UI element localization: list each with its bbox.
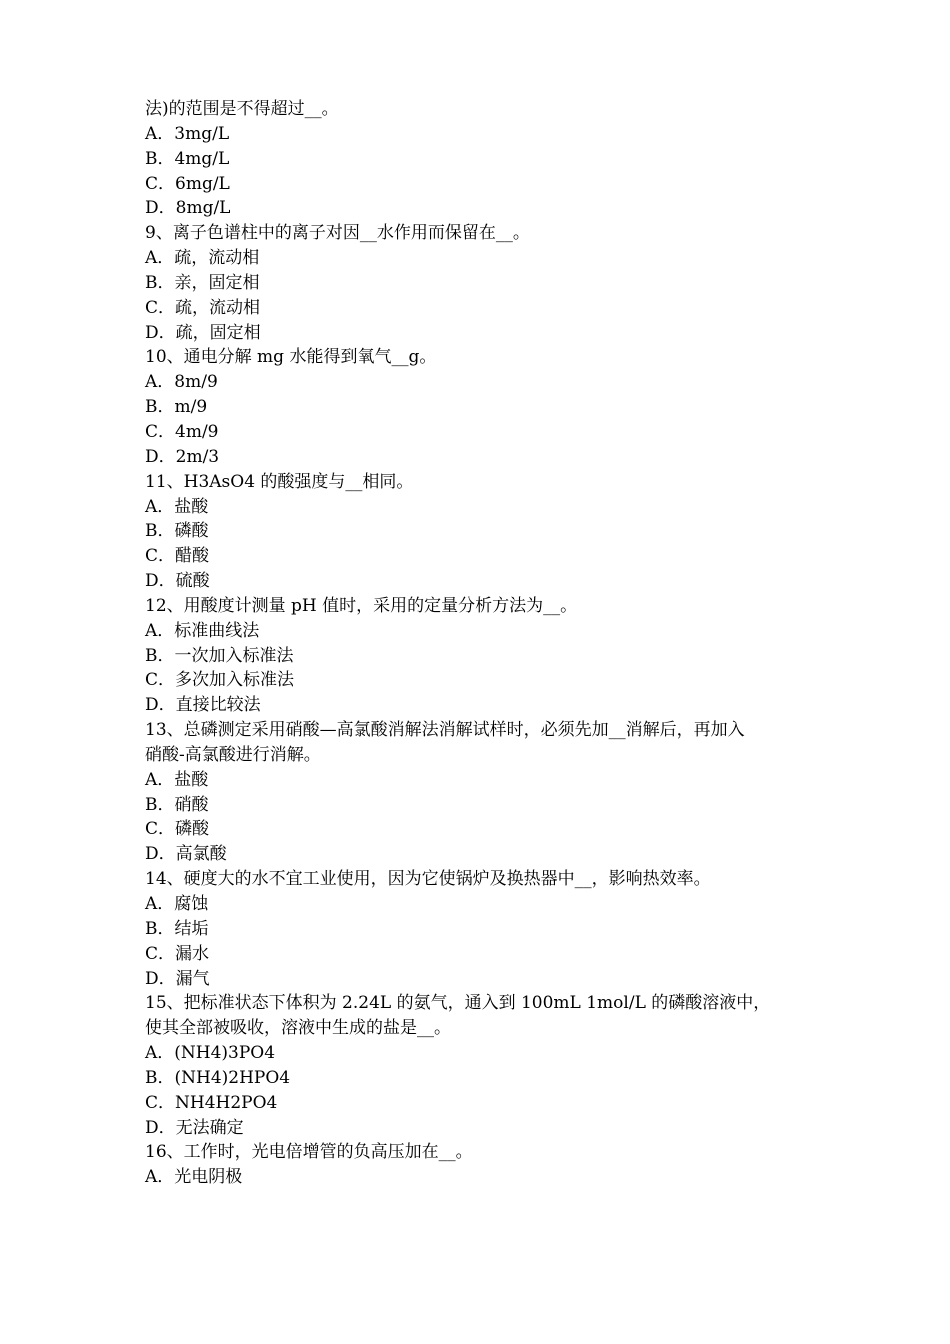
q12-option-a: A．标准曲线法 xyxy=(145,620,260,641)
q9-option-c: C．疏，流动相 xyxy=(145,297,261,318)
q15-stem-line1: 15、把标准状态下体积为 2.24L 的氨气，通入到 100mL 1mol/L 的磷酸溶液中， xyxy=(145,993,771,1014)
q13-option-c: C．磷酸 xyxy=(145,819,210,840)
q14-option-a: A．腐蚀 xyxy=(145,894,209,914)
q10-stem: 10、通电分解 mg 水能得到氧气__g。 xyxy=(145,347,437,368)
q15-option-c: C．NH4H2PO4 xyxy=(145,1092,278,1113)
question-text-block xyxy=(145,97,815,1190)
q14-option-c: C．漏水 xyxy=(145,943,210,964)
q15-option-a: A．(NH4)3PO4 xyxy=(145,1043,276,1064)
q8-option-a: A．3mg/L xyxy=(145,123,230,144)
q11-option-a: A．盐酸 xyxy=(145,496,209,517)
q8-option-c: C．6mg/L xyxy=(145,173,230,194)
q11-option-d: D．硫酸 xyxy=(145,571,210,592)
q13-stem-line2: 硝酸-高氯酸进行消解。 xyxy=(145,744,321,765)
q10-option-d: D．2m/3 xyxy=(145,446,220,467)
q9-option-d: D．疏，固定相 xyxy=(145,322,261,343)
q8-option-b: B．4mg/L xyxy=(145,148,230,169)
q11-stem: 11、H3AsO4 的酸强度与__相同。 xyxy=(145,471,414,492)
q12-option-d: D．直接比较法 xyxy=(145,695,261,716)
q11-option-c: C．醋酸 xyxy=(145,546,210,567)
q13-option-a: A．盐酸 xyxy=(145,769,209,790)
q10-option-a: A．8m/9 xyxy=(145,372,218,393)
q14-option-b: B．结垢 xyxy=(145,918,209,939)
q12-option-c: C．多次加入标准法 xyxy=(145,670,295,691)
q16-stem: 16、工作时，光电倍增管的负高压加在__。 xyxy=(145,1142,473,1163)
q14-option-d: D．漏气 xyxy=(145,968,210,989)
q10-option-b: B．m/9 xyxy=(145,397,208,418)
q15-option-b: B．(NH4)2HPO4 xyxy=(145,1067,291,1088)
q15-option-d: D．无法确定 xyxy=(145,1117,244,1138)
q15-stem-line2: 使其全部被吸收，溶液中生成的盐是__。 xyxy=(145,1018,451,1039)
q9-option-a: A．疏，流动相 xyxy=(145,248,260,269)
q13-stem-line1: 13、总磷测定采用硝酸—高氯酸消解法消解试样时，必须先加__消解后，再加入 xyxy=(145,720,745,741)
q12-stem: 12、用酸度计测量 pH 值时，采用的定量分析方法为__。 xyxy=(145,595,578,616)
q9-option-b: B．亲，固定相 xyxy=(145,272,260,293)
q8-option-d: D．8mg/L xyxy=(145,198,231,219)
q14-stem: 14、硬度大的水不宜工业使用，因为它使锅炉及换热器中__，影响热效率。 xyxy=(145,869,711,890)
q13-option-b: B．硝酸 xyxy=(145,794,209,815)
q10-option-c: C．4m/9 xyxy=(145,421,219,442)
q11-option-b: B．磷酸 xyxy=(145,521,209,542)
q16-option-a: A．光电阴极 xyxy=(145,1167,243,1188)
q8-stem-continuation: 法)的范围是不得超过__。 xyxy=(145,99,339,119)
q9-stem: 9、离子色谱柱中的离子对因__水作用而保留在__。 xyxy=(145,223,530,244)
q13-option-d: D．高氯酸 xyxy=(145,844,227,865)
q12-option-b: B．一次加入标准法 xyxy=(145,645,294,666)
